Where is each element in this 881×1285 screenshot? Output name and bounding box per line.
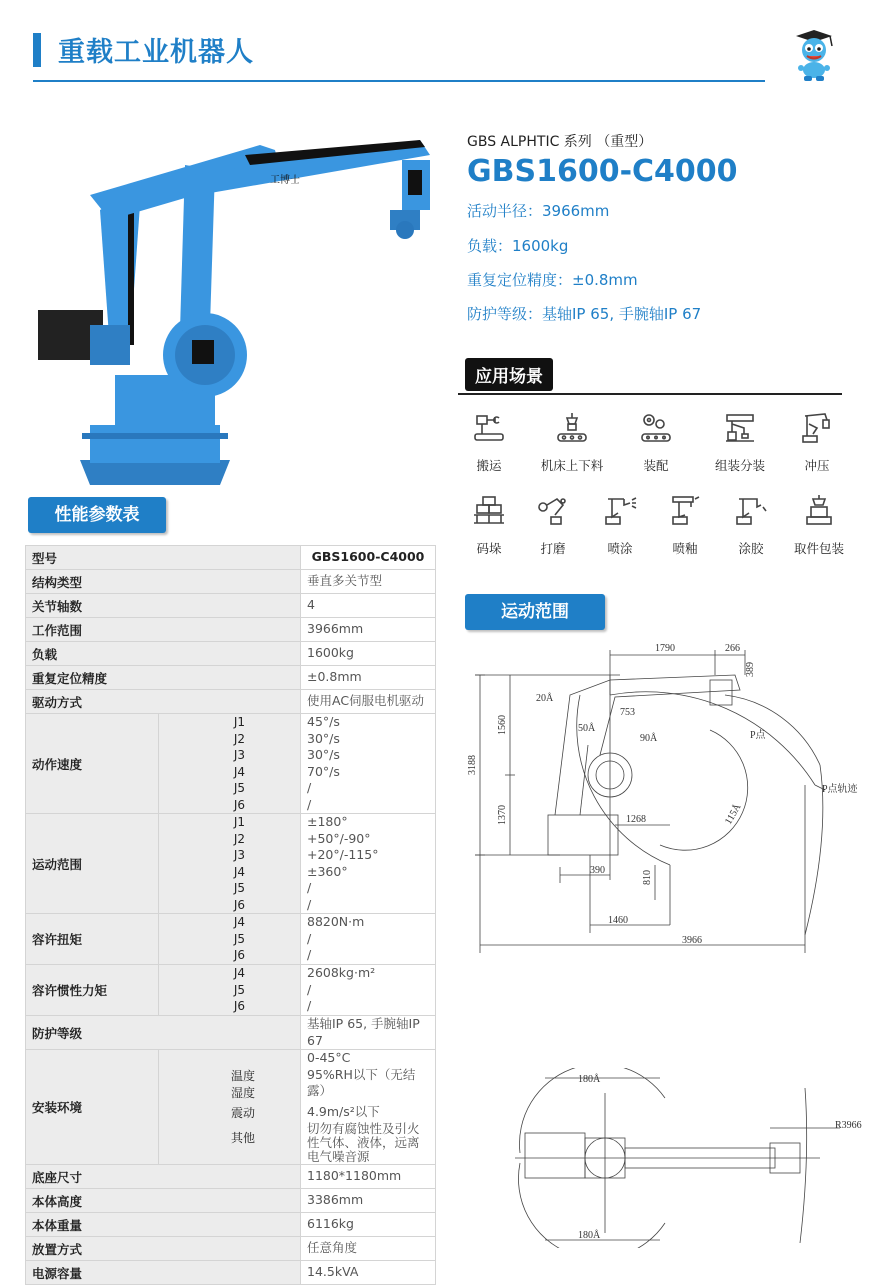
subvalue: 95%RH以下（无结露） <box>307 1066 416 1098</box>
table-row <box>26 690 436 714</box>
robot-illustration <box>30 125 450 495</box>
table-row <box>26 1261 436 1285</box>
table-row <box>26 570 436 594</box>
table-row <box>26 1050 436 1165</box>
spec-payload: 负载：1600kg <box>467 237 569 255</box>
subvalue: / <box>307 947 312 963</box>
param-value: GBS1600-C4000 <box>301 546 436 570</box>
table-row <box>26 618 436 642</box>
app-item-machine-loading <box>537 410 607 474</box>
subvalue: +50°/-90° <box>307 830 371 846</box>
param-value: ±0.8mm <box>301 666 436 690</box>
app-label: 涂胶 <box>738 541 764 556</box>
subkey: 温度 <box>230 1069 255 1083</box>
param-subkeys <box>159 914 301 965</box>
app-label: 码垛 <box>476 541 502 556</box>
subvalue: 4.9m/s²以下 <box>307 1103 380 1119</box>
app-item-sorting <box>705 410 775 474</box>
robot-brand-text: 工博士 <box>270 175 300 186</box>
app-item-stamping <box>782 410 852 474</box>
subkey: J2 <box>233 831 245 846</box>
param-values <box>301 814 436 914</box>
subkey: J4 <box>233 915 245 930</box>
dim-1370: 1370 <box>497 805 508 825</box>
label-p-track: P点轨迹 <box>822 784 858 795</box>
param-value: 基轴IP 65, 手腕轴IP 67 <box>301 1016 436 1050</box>
header-divider <box>33 80 765 82</box>
param-key: 安装环境 <box>26 1050 159 1165</box>
subvalue: / <box>307 981 312 997</box>
param-value: 1180*1180mm <box>301 1165 436 1189</box>
packaging-icon <box>801 493 837 529</box>
subvalue: / <box>307 780 312 795</box>
motion-range-title: 运动范围 <box>465 594 605 630</box>
subkey: J6 <box>233 999 245 1014</box>
grinding-icon <box>535 493 571 529</box>
app-item-gluing <box>716 493 786 557</box>
param-value: 3386mm <box>301 1189 436 1213</box>
param-key: 本体重量 <box>26 1213 301 1237</box>
param-key: 放置方式 <box>26 1237 301 1261</box>
dim-3966: 3966 <box>682 935 702 946</box>
top-angle-180-b: 180Å <box>578 1230 601 1241</box>
app-item-glazing <box>650 493 720 557</box>
subvalue: / <box>307 930 312 946</box>
subkey: 震动 <box>230 1106 255 1120</box>
applications-divider <box>458 393 842 395</box>
app-label: 喷涂 <box>607 541 633 556</box>
app-label: 搬运 <box>476 458 502 473</box>
top-radius-3966: R3966 <box>835 1120 862 1131</box>
param-key: 容许扭矩 <box>26 914 159 965</box>
stamping-icon <box>799 410 835 446</box>
param-key: 防护等级 <box>26 1016 301 1050</box>
param-subkeys <box>159 714 301 814</box>
subvalue: +20°/-115° <box>307 847 379 862</box>
subvalue: 30°/s <box>307 730 340 746</box>
top-angle-180-a: 180Å <box>578 1074 601 1085</box>
table-row <box>26 642 436 666</box>
app-label: 组装分装 <box>714 458 765 473</box>
app-label: 取件包装 <box>793 541 844 556</box>
subkey: J1 <box>233 715 245 729</box>
subvalue: ±360° <box>307 863 348 879</box>
param-key: 关节轴数 <box>26 594 301 618</box>
app-label: 打磨 <box>540 541 566 556</box>
param-key: 负载 <box>26 642 301 666</box>
subkey: J4 <box>233 966 245 981</box>
spec-protection: 防护等级：基轴IP 65, 手腕轴IP 67 <box>467 305 702 323</box>
param-value: 1600kg <box>301 642 436 666</box>
assembly-icon <box>638 410 674 446</box>
table-row <box>26 714 436 814</box>
table-row <box>26 1189 436 1213</box>
app-label: 机床上下料 <box>540 458 604 473</box>
param-value: 任意角度 <box>301 1237 436 1261</box>
subvalue: / <box>307 896 312 912</box>
header-accent-bar <box>33 33 41 67</box>
dim-1790: 1790 <box>655 643 675 654</box>
machine-loading-icon <box>554 410 590 446</box>
table-row <box>26 546 436 570</box>
subvalue: 8820N·m <box>307 914 365 930</box>
table-row <box>26 594 436 618</box>
dim-753: 753 <box>620 707 635 718</box>
param-values <box>301 1050 436 1165</box>
table-row <box>26 1165 436 1189</box>
top-view-drawing <box>500 1068 870 1248</box>
param-key: 重复定位精度 <box>26 666 301 690</box>
subvalue: / <box>307 998 312 1014</box>
subvalue: ±180° <box>307 814 348 829</box>
mascot-logo <box>788 28 840 82</box>
label-p-point: P点 <box>750 730 766 741</box>
param-key: 本体高度 <box>26 1189 301 1213</box>
app-item-assembly <box>621 410 691 474</box>
table-row <box>26 914 436 965</box>
app-item-palletizing <box>454 493 524 557</box>
param-key: 底座尺寸 <box>26 1165 301 1189</box>
subkey: J4 <box>233 764 245 779</box>
param-value: 使用AC伺服电机驱动 <box>301 690 436 714</box>
side-view-drawing <box>460 635 870 955</box>
table-row <box>26 965 436 1016</box>
dim-390: 390 <box>590 865 605 876</box>
param-values <box>301 714 436 814</box>
subvalue: 45°/s <box>307 714 340 729</box>
applications-title: 应用场景 <box>465 358 553 391</box>
dim-266: 266 <box>725 643 740 654</box>
param-subkeys <box>159 965 301 1016</box>
subvalue: / <box>307 880 312 895</box>
subkey: J2 <box>233 731 245 746</box>
param-key: 驱动方式 <box>26 690 301 714</box>
param-values <box>301 965 436 1016</box>
table-row <box>26 666 436 690</box>
product-series: GBS ALPHTIC 系列 （重型） <box>467 134 653 150</box>
subkey: 其他 <box>230 1130 255 1145</box>
angle-90: 90Å <box>640 733 658 744</box>
app-label: 冲压 <box>804 458 830 473</box>
subvalue: 2608kg·m² <box>307 965 376 981</box>
subkey: J4 <box>233 864 245 879</box>
subvalue: 30°/s <box>307 747 340 762</box>
param-subkeys <box>159 814 301 914</box>
param-key: 运动范围 <box>26 814 159 914</box>
dim-3188: 3188 <box>467 755 478 775</box>
app-item-packaging <box>784 493 854 557</box>
param-key: 型号 <box>26 546 301 570</box>
table-row <box>26 1016 436 1050</box>
subkey: J6 <box>233 948 245 963</box>
spec-radius: 活动半径：3966mm <box>467 202 610 220</box>
spec-repeatability: 重复定位精度：±0.8mm <box>467 271 638 289</box>
subkey: J1 <box>233 815 245 829</box>
glazing-icon <box>667 493 703 529</box>
table-row <box>26 1237 436 1261</box>
params-table <box>25 545 436 1285</box>
param-subkeys <box>159 1050 301 1165</box>
gluing-icon <box>733 493 769 529</box>
product-model: GBS1600-C4000 <box>467 154 738 189</box>
param-key: 电源容量 <box>26 1261 301 1285</box>
subkey: J6 <box>233 797 245 812</box>
app-label: 喷釉 <box>672 541 698 556</box>
subvalue: / <box>307 796 312 812</box>
subkey: J5 <box>233 931 245 946</box>
subkey: 湿度 <box>230 1085 255 1100</box>
app-item-grinding <box>518 493 588 557</box>
param-key: 容许惯性力矩 <box>26 965 159 1016</box>
param-values <box>301 914 436 965</box>
subkey: J3 <box>233 848 245 862</box>
subkey: J5 <box>233 982 245 997</box>
subvalue: 切勿有腐蚀性及引火性气体、液体，远离电气噪音源 <box>307 1121 420 1164</box>
param-key: 工作范围 <box>26 618 301 642</box>
param-value: 3966mm <box>301 618 436 642</box>
params-title: 性能参数表 <box>28 497 166 533</box>
angle-20: 20Å <box>536 693 554 704</box>
dim-1560: 1560 <box>497 715 508 735</box>
dim-810: 810 <box>642 870 653 885</box>
param-value: 垂直多关节型 <box>301 570 436 594</box>
palletizing-icon <box>471 493 507 529</box>
param-value: 6116kg <box>301 1213 436 1237</box>
param-key: 结构类型 <box>26 570 301 594</box>
subkey: J5 <box>233 781 245 795</box>
dim-389: 389 <box>745 662 756 677</box>
dim-1460: 1460 <box>608 915 628 926</box>
angle-115: 115Å <box>723 802 744 827</box>
dim-1268: 1268 <box>626 814 646 825</box>
subkey: J5 <box>233 881 245 895</box>
param-key: 动作速度 <box>26 714 159 814</box>
angle-50: 50Å <box>578 723 596 734</box>
param-value: 4 <box>301 594 436 618</box>
table-row <box>26 814 436 914</box>
subvalue: 70°/s <box>307 763 340 779</box>
sorting-icon <box>722 410 758 446</box>
handling-icon <box>471 410 507 446</box>
subvalue: 0-45°C <box>307 1050 351 1065</box>
app-label: 装配 <box>643 458 669 473</box>
page-title: 重载工业机器人 <box>58 37 254 68</box>
app-item-handling <box>454 410 524 474</box>
app-item-spraying <box>585 493 655 557</box>
spraying-icon <box>602 493 638 529</box>
subkey: J3 <box>233 748 245 762</box>
subkey: J6 <box>233 897 245 912</box>
param-value: 14.5kVA <box>301 1261 436 1285</box>
table-row <box>26 1213 436 1237</box>
